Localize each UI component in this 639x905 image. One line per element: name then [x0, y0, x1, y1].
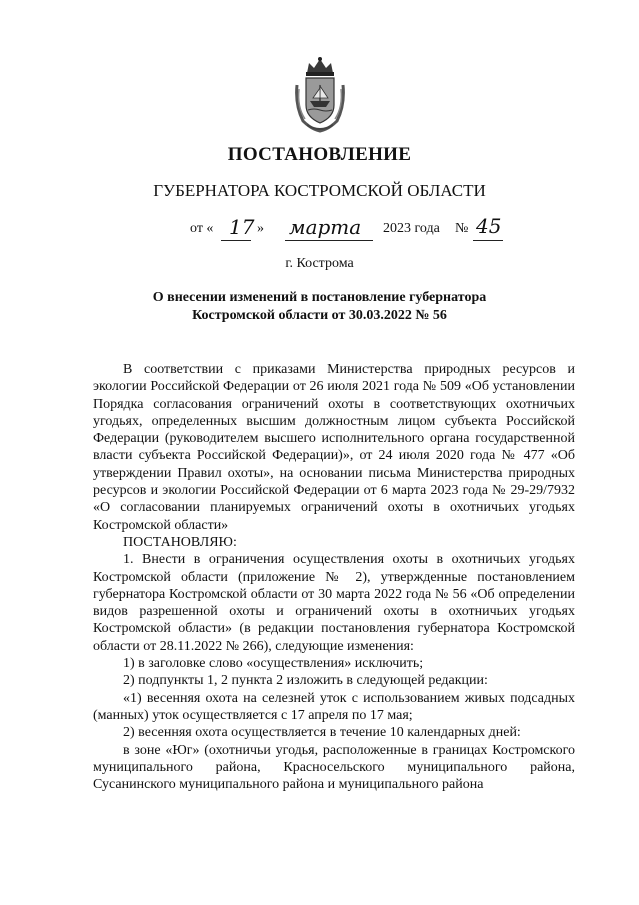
document-title: ПОСТАНОВЛЕНИЕ [227, 144, 412, 165]
coat-of-arms-icon [293, 55, 347, 133]
preamble-paragraph: В соответствии с приказами Министерства природных ресурсов и экологии Российской Федерации от 26 июля 2021 года № 509 «Об установлении Порядка согласования ограничений охоты в соответствующих охотничьих угодьях, определенных высшим должностным лицом субъекта Российской Федерации (руководителем высшего исполнительного органа государственной власти субъекта Российской Федерации)», от 24 июля 2020 года № 477 «Об утверждении Правил охоты», на основании письма Министерства природных ресурсов и экологии Российской Федерации от 6 марта 2023 года № 29-29/7932 «О согласовании планируемых ограничений охоты в охотничьих угодьях Костромской области» [93, 362, 575, 533]
resolution-word: ПОСТАНОВЛЯЮ: [123, 534, 237, 550]
document-number-underline [473, 240, 503, 241]
date-month: марта [289, 215, 362, 239]
document-number-prefix: № [455, 221, 469, 236]
date-day-underline [221, 240, 251, 241]
clause-1-item-1: 1) в заголовке слово «осуществления» исключить; [123, 656, 424, 672]
heading-line-2: Костромской области от 30.03.2022 № 56 [192, 308, 447, 323]
new-subitem-2: 2) весенняя охота осуществляется в течение 10 календарных дней: [123, 725, 521, 741]
clause-1: 1. Внести в ограничения осуществления охоты в охотничьих угодьях Костромской области (приложение № 2), утвержденные постановлением губернатора Костромской области от 30 марта 2022 года № 56 «Об определении видов разрешенной охоты и ограничений охоты в охотничьих угодьях Костромской области» (в редакции постановления губернатора Костромской области от 28.11.2022 № 266), следующие изменения: [93, 552, 575, 654]
date-month-underline [285, 240, 373, 241]
date-day: 17 [229, 215, 255, 239]
document-body [93, 361, 575, 793]
document-heading [0, 289, 639, 325]
date-year: 2023 года [383, 221, 440, 236]
document-number: 45 [476, 214, 502, 238]
city: г. Кострома [285, 256, 354, 271]
heading-line-1: О внесении изменений в постановление губернатора [152, 290, 487, 305]
date-line [0, 213, 639, 245]
new-subitem-1: «1) весенняя охота на селезней уток с использованием живых подсадных (манных) уток осуществляется с 17 апреля по 17 мая; [93, 690, 575, 723]
clause-1-item-2: 2) подпункты 1, 2 пункта 2 изложить в следующей редакции: [123, 673, 488, 689]
document-issuer: ГУБЕРНАТОРА КОСТРОМСКОЙ ОБЛАСТИ [153, 181, 486, 200]
date-prefix: от « [190, 221, 214, 236]
date-close-quote: » [257, 221, 264, 236]
zone-south-paragraph: в зоне «Юг» (охотничьи угодья, расположенные в границах Костромского муниципального района, Красносельского муниципального района, Сусанинского муниципального района и муниципального района [93, 742, 575, 793]
